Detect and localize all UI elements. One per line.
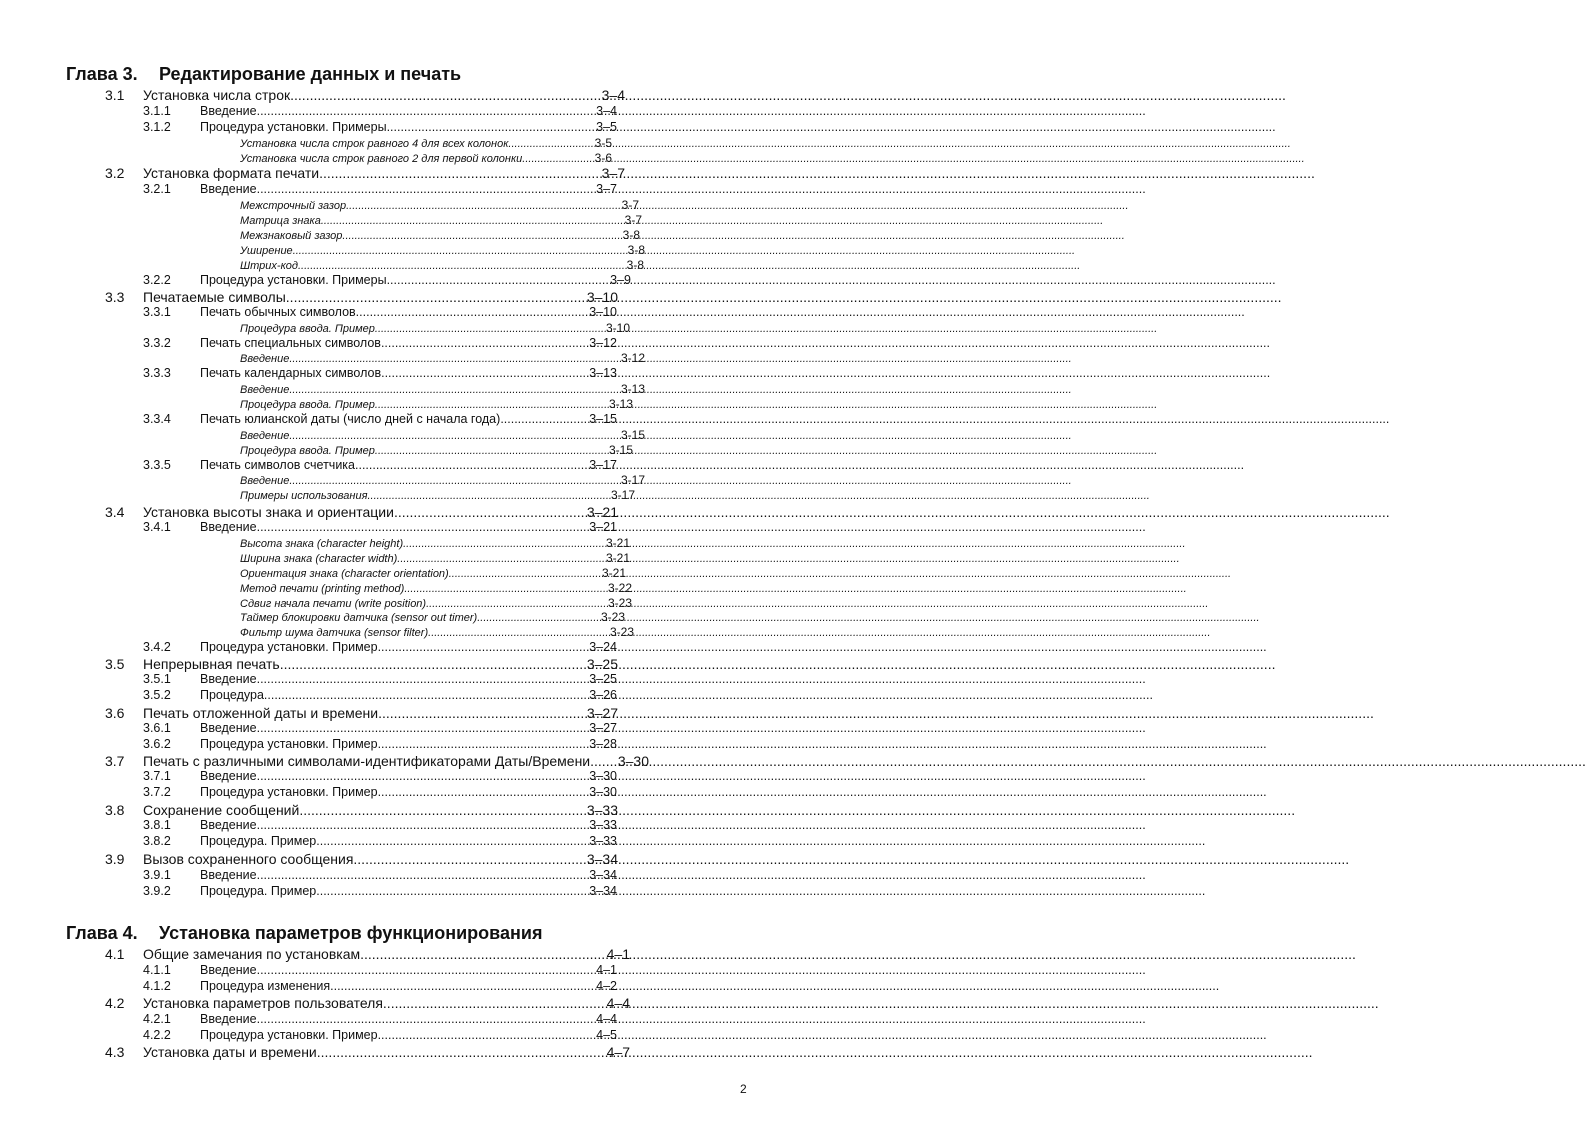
section-title: Процедура установки. Пример [200,737,378,751]
section-title: Печатаемые символы [143,289,286,305]
section-number: 3.5.2 [143,688,171,702]
leader-dots [299,802,587,818]
toc-topic[interactable] [240,625,634,639]
page-ref: 3–34 [589,868,617,882]
leader-dots [257,672,590,687]
section-number: 4.2.2 [143,1028,171,1042]
page-ref: 3-21 [605,551,630,565]
topic-title: Уширение [240,245,293,257]
section-title: Введение [200,182,257,196]
page-ref: 4–7 [606,1044,630,1060]
section-title: Введение [200,1012,257,1026]
page-ref: 4–5 [596,1028,617,1042]
toc-topic[interactable] [240,596,632,610]
section-number: 3.8.1 [143,818,171,832]
toc-subsection[interactable] [143,868,617,883]
section-number: 3.5.1 [143,672,171,686]
page-ref: 3–30 [589,769,617,783]
toc-subsection[interactable] [143,785,617,800]
topic-title: Примеры использования [240,490,368,502]
toc-topic[interactable] [240,228,640,242]
leader-dots [426,597,608,611]
toc-section[interactable] [105,656,618,672]
leader-dots [375,444,609,458]
leader-dots [317,1044,607,1060]
leader-dots [387,273,611,288]
leader-dots [257,769,590,784]
section-number: 3.8.2 [143,834,171,848]
leader-dots [330,979,596,994]
toc-topic[interactable] [240,136,612,150]
toc-section[interactable] [105,1044,630,1060]
section-title: Установка числа строк [143,87,291,103]
toc-topic[interactable] [240,551,630,565]
page-number: 2 [740,1082,747,1096]
leader-dots [321,214,625,228]
leader-dots [257,520,590,535]
toc-subsection[interactable] [143,979,617,994]
page-ref: 3–10 [589,305,617,319]
page-ref: 3–4 [601,87,625,103]
toc-section[interactable] [105,705,618,721]
page-ref: 3-23 [609,625,634,639]
leader-dots [257,104,597,119]
leader-dots [289,352,621,366]
topic-title: Высота знака (character height) [240,538,404,550]
page-ref: 3–17 [589,458,617,472]
page-ref: 3–15 [589,412,617,426]
toc-section[interactable] [105,87,625,103]
leader-dots [316,884,589,899]
section-number: 3.8 [105,802,125,818]
page-ref: 3-7 [621,198,639,212]
section-title: Введение [200,963,257,977]
toc-subsection[interactable] [143,688,617,703]
toc-subsection[interactable] [143,818,617,833]
leader-dots [403,537,606,551]
leader-dots [289,429,621,443]
page-ref: 3-5 [594,136,612,150]
section-number: 4.1.2 [143,979,171,993]
toc-topic[interactable] [240,473,645,487]
section-number: 3.9 [105,851,125,867]
section-title: Печать символов счетчика [200,458,355,472]
section-number: 3.4.1 [143,520,171,534]
toc-subsection[interactable] [143,1028,617,1043]
leader-dots [257,182,597,197]
section-title: Установка параметров пользователя [143,995,383,1011]
page-ref: 3–5 [596,120,617,134]
toc-section[interactable] [105,504,618,520]
page-ref: 3–12 [589,336,617,350]
section-title: Процедура. Пример [200,884,317,898]
page-ref: 3–4 [596,104,617,118]
leader-dots [397,552,606,566]
section-number: 3.4 [105,504,125,520]
section-title: Печать специальных символов [200,336,381,350]
toc-subsection[interactable] [143,769,617,784]
section-number: 3.3.5 [143,458,171,472]
topic-title: Фильтр шума датчика (sensor filter) [240,627,429,639]
section-number: 3.9.2 [143,884,171,898]
section-title: Процедура установки. Пример [200,785,378,799]
toc-subsection[interactable] [143,884,617,899]
chapter-heading [66,923,542,943]
section-number: 3.3 [105,289,125,305]
leader-dots [257,868,590,883]
section-number: 4.2 [105,995,125,1011]
leader-dots [378,737,590,752]
toc-subsection[interactable] [143,721,617,736]
page-ref: 3–30 [617,753,649,769]
toc-section[interactable] [105,165,625,181]
section-title: Печать обычных символов [200,305,356,319]
section-number: 3.3.1 [143,305,171,319]
leader-dots [289,474,621,488]
leader-dots [387,120,597,135]
topic-title: Межзнаковый зазор [240,230,343,242]
page-ref: 3-8 [627,243,645,257]
topic-title: Межстрочный зазор [240,200,347,212]
toc-subsection[interactable] [143,336,617,351]
page-ref: 3–33 [586,802,618,818]
leader-dots [356,305,590,320]
toc-subsection[interactable] [143,273,631,288]
leader-dots [293,244,628,258]
chapter-label: Глава 3. [66,64,138,84]
topic-title: Процедура ввода. Пример [240,323,375,335]
topic-title: Введение [240,353,290,365]
leader-dots [319,165,602,181]
section-title: Печать с различными символами-идентификаторами Даты/Времени [143,753,591,769]
toc-topic[interactable] [240,566,626,580]
leader-dots [290,87,602,103]
section-number: 3.3.3 [143,366,171,380]
section-number: 3.6.1 [143,721,171,735]
section-title: Процедура [200,688,264,702]
leader-dots [428,626,610,640]
section-number: 3.1.2 [143,120,171,134]
toc-section[interactable] [105,802,618,818]
toc-topic[interactable] [240,151,612,165]
toc-topic[interactable] [240,351,645,365]
leader-dots [280,656,587,672]
leader-dots [346,199,622,213]
chapter-title: Редактирование данных и печать [159,64,462,84]
section-number: 3.6.2 [143,737,171,751]
toc-topic[interactable] [240,198,639,212]
page-ref: 4–1 [606,946,630,962]
section-title: Введение [200,721,257,735]
page-ref: 3-15 [608,443,633,457]
section-title: Печать юлианской даты (число дней с начала года) [200,412,501,426]
section-title: Общие замечания по установкам [143,946,361,962]
leader-dots [378,705,587,721]
topic-title: Ориентация знака (character orientation) [240,568,449,580]
leader-dots [375,322,606,336]
toc-section[interactable] [105,851,618,867]
leader-dots [342,229,622,243]
page-ref: 3-8 [626,258,644,272]
leader-dots [316,834,589,849]
toc-topic[interactable] [240,258,644,272]
page-ref: 3–21 [586,504,618,520]
toc-subsection[interactable] [143,305,617,320]
page-ref: 3-15 [620,428,645,442]
page-ref: 4–1 [596,963,617,977]
leader-dots [375,398,609,412]
page-ref: 3–10 [586,289,618,305]
page-ref: 3–13 [589,366,617,380]
topic-title: Введение [240,475,290,487]
topic-title: Процедура ввода. Пример [240,399,375,411]
chapter-title: Установка параметров функционирования [159,923,543,943]
toc-subsection[interactable] [143,520,617,535]
section-title: Введение [200,818,257,832]
toc-topic[interactable] [240,581,632,595]
leader-dots [381,336,589,351]
page-ref: 4–2 [596,979,617,993]
page-ref: 3-8 [622,228,640,242]
toc-subsection[interactable] [143,640,617,655]
page-ref: 3–33 [589,834,617,848]
section-number: 3.7.2 [143,785,171,799]
page-ref: 3–34 [589,884,617,898]
leader-dots [257,1012,597,1027]
page-ref: 3–33 [589,818,617,832]
toc-subsection[interactable] [143,366,617,381]
section-number: 3.2.1 [143,182,171,196]
toc-subsection[interactable] [143,120,617,135]
page-ref: 3-13 [608,397,633,411]
page-ref: 3–27 [589,721,617,735]
toc-subsection[interactable] [143,834,617,849]
section-title: Печать календарных символов [200,366,382,380]
toc-topic[interactable] [240,243,645,257]
toc-subsection[interactable] [143,412,617,427]
toc-subsection[interactable] [143,963,617,978]
toc-subsection[interactable] [143,1012,617,1027]
topic-title: Введение [240,384,290,396]
topic-title: Метод печати (printing method) [240,583,405,595]
page-ref: 3–28 [589,737,617,751]
page-ref: 4–4 [606,995,630,1011]
section-number: 3.2.2 [143,273,171,287]
topic-title: Таймер блокировки датчика (sensor out timer) [240,612,478,624]
leader-dots [378,1028,597,1043]
section-title: Введение [200,769,257,783]
section-title: Введение [200,520,257,534]
leader-dots [289,383,621,397]
toc-topic[interactable] [240,382,645,396]
leader-dots [404,582,608,596]
leader-dots [286,289,587,305]
section-title: Непрерывная печать [143,656,280,672]
page-ref: 3-6 [594,151,612,165]
leader-dots [522,152,594,166]
chapter-label: Глава 4. [66,923,138,943]
toc-section[interactable] [105,995,630,1011]
page-ref: 3-22 [607,581,632,595]
topic-title: Сдвиг начала печати (write position) [240,598,427,610]
toc-section[interactable] [105,289,618,305]
section-number: 3.1.1 [143,104,171,118]
section-title: Процедура установки. Примеры [200,120,387,134]
section-title: Процедура установки. Примеры [200,273,387,287]
section-number: 3.3.2 [143,336,171,350]
page-ref: 3–30 [589,785,617,799]
topic-title: Установка числа строк равного 2 для первой колонки [240,153,523,165]
leader-dots [500,412,589,427]
page-ref: 3–25 [589,672,617,686]
page-ref: 3–34 [586,851,618,867]
topic-title: Введение [240,430,290,442]
page-ref: 3-10 [605,321,630,335]
section-number: 3.7 [105,753,125,769]
page-ref: 3-17 [610,488,635,502]
toc-topic[interactable] [240,610,625,624]
leader-dots [257,818,590,833]
page-ref: 3–21 [589,520,617,534]
topic-title: Процедура ввода. Пример [240,445,375,457]
leader-dots [298,259,627,273]
section-title: Установка даты и времени [143,1044,317,1060]
leader-dots [378,640,590,655]
section-number: 3.7.1 [143,769,171,783]
page-ref: 3-23 [600,610,625,624]
toc-topic[interactable] [240,428,645,442]
section-title: Вызов сохраненного сообщения [143,851,354,867]
toc-section[interactable] [105,753,649,769]
section-number: 4.1.1 [143,963,171,977]
section-number: 3.1 [105,87,125,103]
section-title: Введение [200,868,257,882]
leader-dots [381,366,589,381]
leader-dots [367,489,611,503]
page-ref: 3-7 [624,213,642,227]
section-number: 3.4.2 [143,640,171,654]
toc-topic[interactable] [240,536,630,550]
section-title: Процедура установки. Пример [200,1028,378,1042]
toc-topic[interactable] [240,321,630,335]
section-number: 4.2.1 [143,1012,171,1026]
toc-subsection[interactable] [143,104,617,119]
leader-dots [449,567,602,581]
page-ref: 3–7 [596,182,617,196]
topic-title: Матрица знака [240,215,321,227]
page-ref: 3-21 [605,536,630,550]
page-ref: 3-17 [620,473,645,487]
topic-title: Установка числа строк равного 4 для всех колонок [240,138,509,150]
toc-topic[interactable] [240,443,633,457]
page-ref: 3-21 [601,566,626,580]
page-ref: 3-23 [607,596,632,610]
toc-subsection[interactable] [143,672,617,687]
section-number: 3.6 [105,705,125,721]
leader-dots [257,721,590,736]
leader-dots [257,963,597,978]
section-title: Установка высоты знака и ориентации [143,504,394,520]
page-ref: 3–25 [586,656,618,672]
topic-title: Штрих-код [240,260,298,272]
section-number: 3.5 [105,656,125,672]
page-ref: 3-13 [620,382,645,396]
leader-dots [383,995,607,1011]
leader-dots [477,611,601,625]
leader-dots [590,753,618,769]
page-ref: 3–24 [589,640,617,654]
toc-topic[interactable] [240,213,642,227]
section-number: 3.3.4 [143,412,171,426]
section-title: Установка формата печати [143,165,320,181]
page-ref: 4–4 [596,1012,617,1026]
page-ref: 3–26 [589,688,617,702]
toc-subsection[interactable] [143,182,617,197]
toc-section[interactable] [105,946,630,962]
leader-dots [394,504,587,520]
leader-dots [264,688,589,703]
section-title: Процедура. Пример [200,834,317,848]
page-ref: 3–9 [610,273,631,287]
leader-dots [360,946,607,962]
page-ref: 3–7 [601,165,625,181]
section-number: 3.9.1 [143,868,171,882]
section-title: Введение [200,104,257,118]
topic-title: Ширина знака (character width) [240,553,398,565]
leader-dots [355,458,589,473]
page-ref: 3-12 [620,351,645,365]
section-number: 4.1 [105,946,125,962]
section-title: Процедура установки. Пример [200,640,378,654]
section-title: Введение [200,672,257,686]
page-ref: 3–27 [586,705,618,721]
section-number: 3.2 [105,165,125,181]
section-number: 4.3 [105,1044,125,1060]
section-title: Сохранение сообщений [143,802,300,818]
toc-topic[interactable] [240,397,633,411]
chapter-heading [66,64,461,84]
section-title: Печать отложенной даты и времени [143,705,379,721]
leader-dots [378,785,590,800]
toc-topic[interactable] [240,488,635,502]
leader-dots [353,851,586,867]
toc-subsection[interactable] [143,458,617,473]
toc-subsection[interactable] [143,737,617,752]
section-title: Процедура изменения [200,979,331,993]
leader-dots [508,137,594,151]
